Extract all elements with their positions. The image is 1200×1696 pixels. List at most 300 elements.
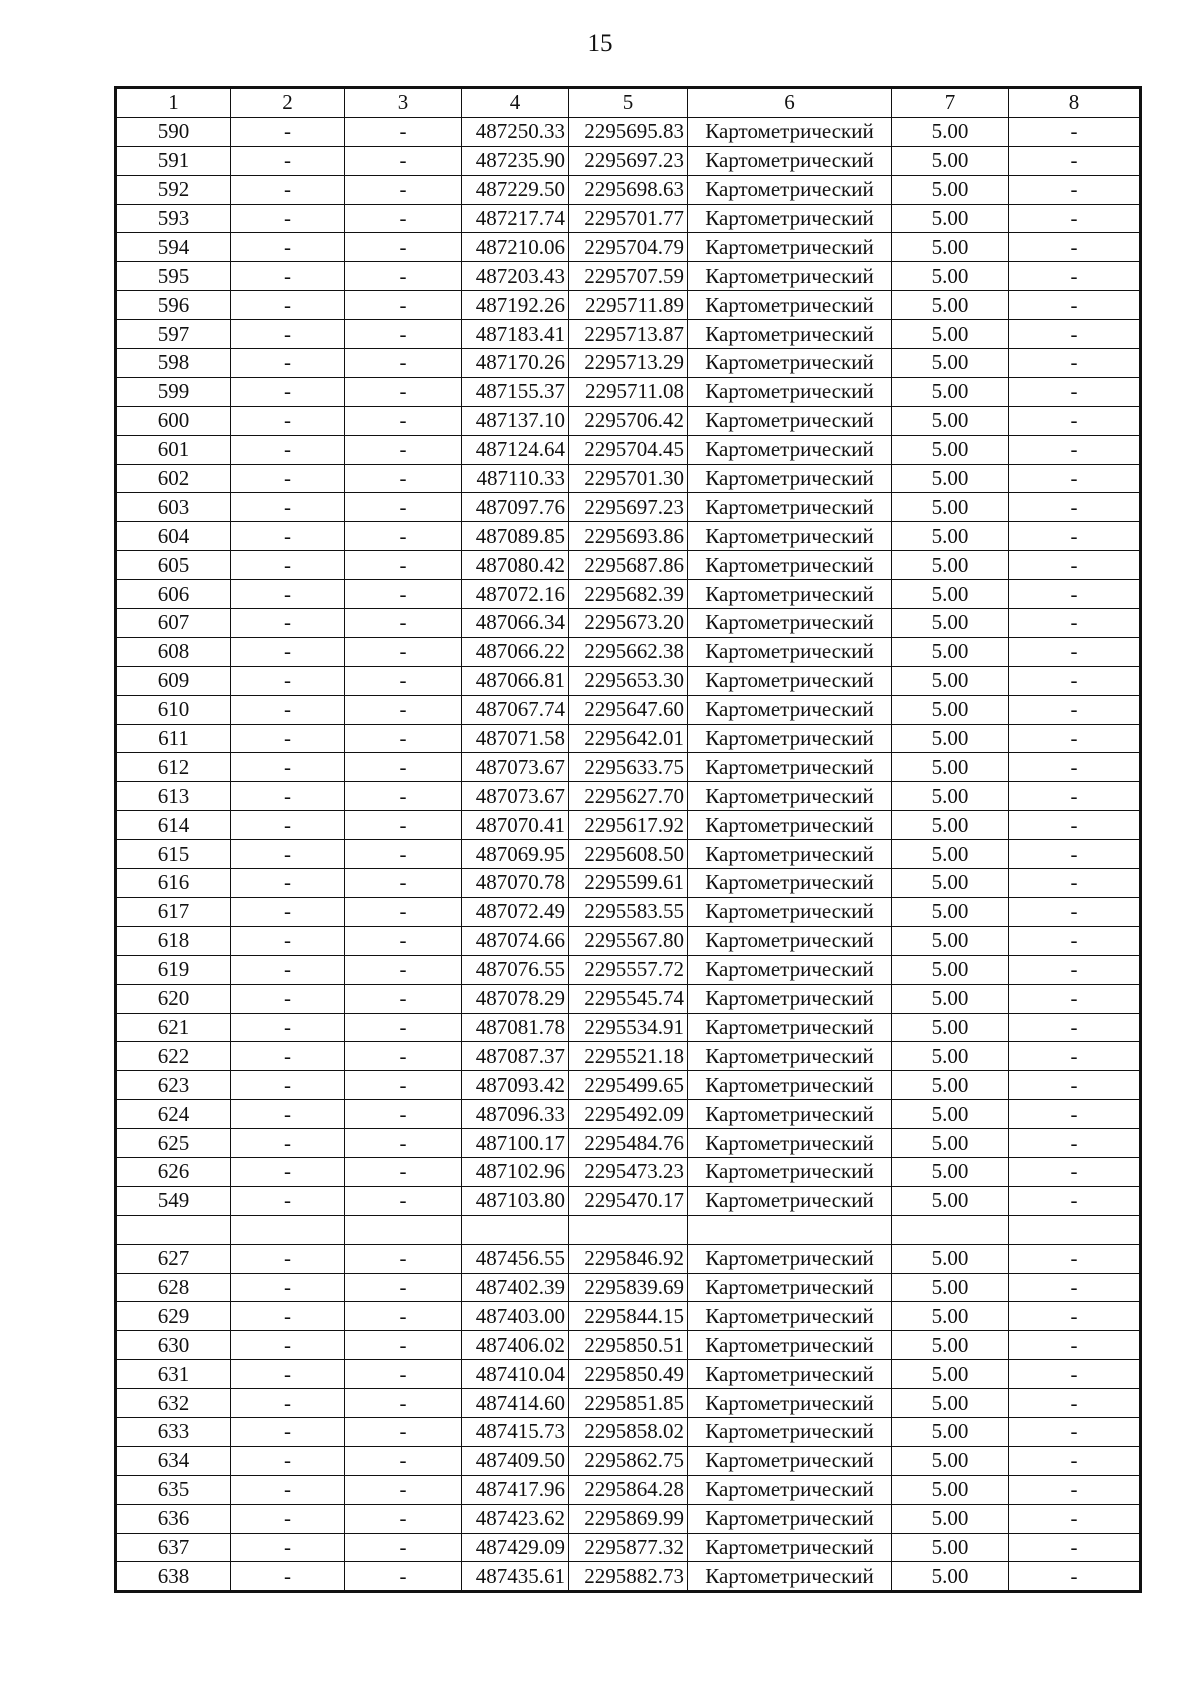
x-coordinate-cell: 487235.90 (462, 146, 569, 175)
x-coordinate-cell: 487403.00 (462, 1302, 569, 1331)
method-cell: Картометрический (688, 637, 892, 666)
table-row (116, 1475, 1141, 1504)
col3-cell: - (345, 233, 462, 262)
method-cell: Картометрический (688, 406, 892, 435)
col2-cell: - (231, 1331, 345, 1360)
table-row (116, 637, 1141, 666)
col2-cell: - (231, 811, 345, 840)
col2-cell: - (231, 869, 345, 898)
col3-cell: - (345, 262, 462, 291)
x-coordinate-cell: 487066.81 (462, 666, 569, 695)
table-row (116, 1360, 1141, 1389)
accuracy-cell: 5.00 (892, 753, 1009, 782)
accuracy-cell: 5.00 (892, 609, 1009, 638)
table-row (116, 1302, 1141, 1331)
col8-cell: - (1009, 1504, 1141, 1533)
column-header: 4 (462, 88, 569, 118)
y-coordinate-cell: 2295701.30 (569, 464, 688, 493)
accuracy-cell: 5.00 (892, 1562, 1009, 1592)
col8-cell: - (1009, 609, 1141, 638)
point-number-cell: 629 (116, 1302, 231, 1331)
method-cell: Картометрический (688, 204, 892, 233)
col8-cell (1009, 1215, 1141, 1244)
y-coordinate-cell: 2295521.18 (569, 1042, 688, 1071)
point-number-cell: 633 (116, 1417, 231, 1446)
col2-cell: - (231, 551, 345, 580)
table-row (116, 1100, 1141, 1129)
y-coordinate-cell: 2295673.20 (569, 609, 688, 638)
col3-cell: - (345, 869, 462, 898)
col3-cell: - (345, 1417, 462, 1446)
col3-cell: - (345, 1331, 462, 1360)
col3-cell: - (345, 1475, 462, 1504)
point-number-cell: 618 (116, 926, 231, 955)
col8-cell: - (1009, 233, 1141, 262)
x-coordinate-cell: 487074.66 (462, 926, 569, 955)
table-row (116, 406, 1141, 435)
method-cell: Картометрический (688, 753, 892, 782)
column-header: 3 (345, 88, 462, 118)
y-coordinate-cell: 2295647.60 (569, 695, 688, 724)
x-coordinate-cell: 487203.43 (462, 262, 569, 291)
x-coordinate-cell: 487072.16 (462, 580, 569, 609)
point-number-cell: 632 (116, 1389, 231, 1418)
table-row (116, 984, 1141, 1013)
method-cell: Картометрический (688, 262, 892, 291)
col2-cell: - (231, 435, 345, 464)
method-cell: Картометрический (688, 1562, 892, 1592)
point-number-cell: 617 (116, 897, 231, 926)
col2-cell: - (231, 1446, 345, 1475)
point-number-cell: 593 (116, 204, 231, 233)
table-row (116, 117, 1141, 146)
col8-cell: - (1009, 1417, 1141, 1446)
method-cell: Картометрический (688, 840, 892, 869)
point-number-cell: 624 (116, 1100, 231, 1129)
table-row (116, 580, 1141, 609)
point-number-cell: 612 (116, 753, 231, 782)
accuracy-cell: 5.00 (892, 377, 1009, 406)
accuracy-cell: 5.00 (892, 117, 1009, 146)
col8-cell: - (1009, 262, 1141, 291)
table-row (116, 869, 1141, 898)
table-row (116, 1504, 1141, 1533)
col2-cell: - (231, 1273, 345, 1302)
table-row (116, 464, 1141, 493)
y-coordinate-cell: 2295608.50 (569, 840, 688, 869)
point-number-cell: 606 (116, 580, 231, 609)
x-coordinate-cell: 487072.49 (462, 897, 569, 926)
table-row (116, 926, 1141, 955)
col3-cell: - (345, 580, 462, 609)
col8-cell: - (1009, 1302, 1141, 1331)
y-coordinate-cell: 2295697.23 (569, 146, 688, 175)
col8-cell: - (1009, 1360, 1141, 1389)
point-number-cell: 613 (116, 782, 231, 811)
accuracy-cell: 5.00 (892, 1360, 1009, 1389)
col2-cell: - (231, 926, 345, 955)
page-number: 15 (587, 30, 613, 57)
x-coordinate-cell: 487080.42 (462, 551, 569, 580)
col8-cell: - (1009, 753, 1141, 782)
x-coordinate-cell: 487124.64 (462, 435, 569, 464)
col2-cell: - (231, 1417, 345, 1446)
col3-cell: - (345, 464, 462, 493)
x-coordinate-cell: 487402.39 (462, 1273, 569, 1302)
x-coordinate-cell: 487071.58 (462, 724, 569, 753)
col3-cell: - (345, 1186, 462, 1215)
x-coordinate-cell: 487110.33 (462, 464, 569, 493)
table-row (116, 1071, 1141, 1100)
col8-cell: - (1009, 1389, 1141, 1418)
point-number-cell: 614 (116, 811, 231, 840)
y-coordinate-cell: 2295695.83 (569, 117, 688, 146)
table-row (116, 1042, 1141, 1071)
y-coordinate-cell: 2295701.77 (569, 204, 688, 233)
col8-cell: - (1009, 1533, 1141, 1562)
point-number-cell: 604 (116, 522, 231, 551)
col3-cell: - (345, 551, 462, 580)
y-coordinate-cell: 2295713.29 (569, 349, 688, 378)
method-cell: Картометрический (688, 435, 892, 464)
accuracy-cell: 5.00 (892, 1504, 1009, 1533)
point-number-cell: 592 (116, 175, 231, 204)
table-header-row (116, 88, 1141, 118)
x-coordinate-cell: 487456.55 (462, 1244, 569, 1273)
col2-cell: - (231, 493, 345, 522)
table-row (116, 1157, 1141, 1186)
col3-cell: - (345, 1446, 462, 1475)
col8-cell: - (1009, 984, 1141, 1013)
col8-cell: - (1009, 782, 1141, 811)
x-coordinate-cell: 487081.78 (462, 1013, 569, 1042)
x-coordinate-cell: 487066.22 (462, 637, 569, 666)
col2-cell: - (231, 580, 345, 609)
y-coordinate-cell: 2295662.38 (569, 637, 688, 666)
col2-cell: - (231, 840, 345, 869)
x-coordinate-cell: 487073.67 (462, 753, 569, 782)
y-coordinate-cell: 2295882.73 (569, 1562, 688, 1592)
point-number-cell: 607 (116, 609, 231, 638)
method-cell: Картометрический (688, 320, 892, 349)
accuracy-cell: 5.00 (892, 637, 1009, 666)
y-coordinate-cell: 2295470.17 (569, 1186, 688, 1215)
table-row (116, 1273, 1141, 1302)
col2-cell: - (231, 1360, 345, 1389)
method-cell: Картометрический (688, 464, 892, 493)
accuracy-cell: 5.00 (892, 1157, 1009, 1186)
point-number-cell: 598 (116, 349, 231, 378)
method-cell (688, 1215, 892, 1244)
point-number-cell: 623 (116, 1071, 231, 1100)
method-cell: Картометрический (688, 1129, 892, 1158)
col2-cell: - (231, 349, 345, 378)
point-number-cell: 626 (116, 1157, 231, 1186)
col2-cell: - (231, 1042, 345, 1071)
x-coordinate-cell: 487414.60 (462, 1389, 569, 1418)
method-cell: Картометрический (688, 233, 892, 262)
accuracy-cell: 5.00 (892, 1244, 1009, 1273)
table-row (116, 435, 1141, 464)
col3-cell: - (345, 349, 462, 378)
y-coordinate-cell: 2295697.23 (569, 493, 688, 522)
x-coordinate-cell: 487067.74 (462, 695, 569, 724)
col8-cell: - (1009, 551, 1141, 580)
accuracy-cell: 5.00 (892, 291, 1009, 320)
col3-cell: - (345, 811, 462, 840)
point-number-cell: 636 (116, 1504, 231, 1533)
accuracy-cell: 5.00 (892, 926, 1009, 955)
y-coordinate-cell: 2295877.32 (569, 1533, 688, 1562)
col2-cell: - (231, 1389, 345, 1418)
table-row (116, 1129, 1141, 1158)
method-cell: Картометрический (688, 1302, 892, 1331)
method-cell: Картометрический (688, 1389, 892, 1418)
point-number-cell: 595 (116, 262, 231, 291)
col2-cell: - (231, 262, 345, 291)
accuracy-cell: 5.00 (892, 1533, 1009, 1562)
col2-cell: - (231, 1562, 345, 1592)
table-row (116, 349, 1141, 378)
table-row (116, 1215, 1141, 1244)
x-coordinate-cell: 487066.34 (462, 609, 569, 638)
col8-cell: - (1009, 666, 1141, 695)
y-coordinate-cell: 2295642.01 (569, 724, 688, 753)
accuracy-cell: 5.00 (892, 1331, 1009, 1360)
col3-cell: - (345, 695, 462, 724)
y-coordinate-cell: 2295633.75 (569, 753, 688, 782)
col8-cell: - (1009, 840, 1141, 869)
x-coordinate-cell: 487089.85 (462, 522, 569, 551)
y-coordinate-cell: 2295617.92 (569, 811, 688, 840)
table-row (116, 262, 1141, 291)
y-coordinate-cell: 2295687.86 (569, 551, 688, 580)
method-cell: Картометрический (688, 1504, 892, 1533)
y-coordinate-cell: 2295627.70 (569, 782, 688, 811)
col3-cell: - (345, 1360, 462, 1389)
x-coordinate-cell: 487070.41 (462, 811, 569, 840)
point-number-cell: 625 (116, 1129, 231, 1158)
column-header: 6 (688, 88, 892, 118)
col8-cell: - (1009, 869, 1141, 898)
column-header: 2 (231, 88, 345, 118)
accuracy-cell: 5.00 (892, 320, 1009, 349)
col2-cell: - (231, 1504, 345, 1533)
col2-cell: - (231, 320, 345, 349)
col2-cell: - (231, 1071, 345, 1100)
point-number-cell: 594 (116, 233, 231, 262)
y-coordinate-cell: 2295706.42 (569, 406, 688, 435)
y-coordinate-cell: 2295839.69 (569, 1273, 688, 1302)
col3-cell: - (345, 175, 462, 204)
col8-cell: - (1009, 1100, 1141, 1129)
col2-cell: - (231, 666, 345, 695)
y-coordinate-cell: 2295599.61 (569, 869, 688, 898)
col3-cell: - (345, 1042, 462, 1071)
point-number-cell: 597 (116, 320, 231, 349)
method-cell: Картометрический (688, 1042, 892, 1071)
col3-cell: - (345, 117, 462, 146)
col8-cell: - (1009, 1042, 1141, 1071)
y-coordinate-cell (569, 1215, 688, 1244)
y-coordinate-cell: 2295583.55 (569, 897, 688, 926)
method-cell: Картометрический (688, 1360, 892, 1389)
accuracy-cell: 5.00 (892, 724, 1009, 753)
col8-cell: - (1009, 291, 1141, 320)
x-coordinate-cell: 487217.74 (462, 204, 569, 233)
point-number-cell: 627 (116, 1244, 231, 1273)
col2-cell: - (231, 695, 345, 724)
accuracy-cell: 5.00 (892, 1100, 1009, 1129)
accuracy-cell: 5.00 (892, 175, 1009, 204)
col3-cell: - (345, 1244, 462, 1273)
y-coordinate-cell: 2295484.76 (569, 1129, 688, 1158)
col3-cell: - (345, 1100, 462, 1129)
col3-cell: - (345, 609, 462, 638)
accuracy-cell: 5.00 (892, 1389, 1009, 1418)
col8-cell: - (1009, 897, 1141, 926)
accuracy-cell: 5.00 (892, 1129, 1009, 1158)
x-coordinate-cell: 487429.09 (462, 1533, 569, 1562)
col2-cell: - (231, 782, 345, 811)
point-number-cell: 600 (116, 406, 231, 435)
point-number-cell: 637 (116, 1533, 231, 1562)
col2-cell: - (231, 609, 345, 638)
col8-cell: - (1009, 377, 1141, 406)
col2-cell: - (231, 897, 345, 926)
y-coordinate-cell: 2295864.28 (569, 1475, 688, 1504)
point-number-cell: 615 (116, 840, 231, 869)
col8-cell: - (1009, 1273, 1141, 1302)
y-coordinate-cell: 2295545.74 (569, 984, 688, 1013)
y-coordinate-cell: 2295704.79 (569, 233, 688, 262)
table-row (116, 551, 1141, 580)
col2-cell: - (231, 146, 345, 175)
col8-cell: - (1009, 349, 1141, 378)
accuracy-cell: 5.00 (892, 1013, 1009, 1042)
method-cell: Картометрический (688, 291, 892, 320)
col8-cell: - (1009, 1071, 1141, 1100)
col8-cell: - (1009, 117, 1141, 146)
y-coordinate-cell: 2295711.89 (569, 291, 688, 320)
column-header: 8 (1009, 88, 1141, 118)
point-number-cell: 596 (116, 291, 231, 320)
x-coordinate-cell: 487102.96 (462, 1157, 569, 1186)
x-coordinate-cell (462, 1215, 569, 1244)
col3-cell: - (345, 1389, 462, 1418)
table-row (116, 291, 1141, 320)
column-header: 7 (892, 88, 1009, 118)
x-coordinate-cell: 487137.10 (462, 406, 569, 435)
col2-cell: - (231, 1302, 345, 1331)
table-row (116, 609, 1141, 638)
y-coordinate-cell: 2295557.72 (569, 955, 688, 984)
accuracy-cell: 5.00 (892, 522, 1009, 551)
table-row (116, 1562, 1141, 1592)
method-cell: Картометрический (688, 580, 892, 609)
method-cell: Картометрический (688, 1331, 892, 1360)
x-coordinate-cell: 487097.76 (462, 493, 569, 522)
point-number-cell: 619 (116, 955, 231, 984)
x-coordinate-cell: 487073.67 (462, 782, 569, 811)
col2-cell: - (231, 724, 345, 753)
col8-cell: - (1009, 811, 1141, 840)
accuracy-cell: 5.00 (892, 782, 1009, 811)
x-coordinate-cell: 487183.41 (462, 320, 569, 349)
y-coordinate-cell: 2295846.92 (569, 1244, 688, 1273)
accuracy-cell: 5.00 (892, 1475, 1009, 1504)
method-cell: Картометрический (688, 493, 892, 522)
table-row (116, 1013, 1141, 1042)
accuracy-cell: 5.00 (892, 204, 1009, 233)
table-row (116, 1533, 1141, 1562)
table-row (116, 782, 1141, 811)
point-number-cell: 621 (116, 1013, 231, 1042)
y-coordinate-cell: 2295858.02 (569, 1417, 688, 1446)
method-cell: Картометрический (688, 609, 892, 638)
accuracy-cell: 5.00 (892, 349, 1009, 378)
point-number-cell: 616 (116, 869, 231, 898)
col3-cell: - (345, 377, 462, 406)
col2-cell: - (231, 984, 345, 1013)
method-cell: Картометрический (688, 1013, 892, 1042)
col2-cell: - (231, 1013, 345, 1042)
accuracy-cell: 5.00 (892, 1186, 1009, 1215)
col2-cell: - (231, 406, 345, 435)
col3-cell: - (345, 1273, 462, 1302)
col8-cell: - (1009, 1129, 1141, 1158)
col2-cell: - (231, 1157, 345, 1186)
y-coordinate-cell: 2295567.80 (569, 926, 688, 955)
col2-cell: - (231, 637, 345, 666)
method-cell: Картометрический (688, 175, 892, 204)
col8-cell: - (1009, 926, 1141, 955)
method-cell: Картометрический (688, 1186, 892, 1215)
point-number-cell: 631 (116, 1360, 231, 1389)
x-coordinate-cell: 487076.55 (462, 955, 569, 984)
point-number-cell: 622 (116, 1042, 231, 1071)
y-coordinate-cell: 2295492.09 (569, 1100, 688, 1129)
y-coordinate-cell: 2295698.63 (569, 175, 688, 204)
table-row (116, 666, 1141, 695)
x-coordinate-cell: 487100.17 (462, 1129, 569, 1158)
x-coordinate-cell: 487423.62 (462, 1504, 569, 1533)
col8-cell: - (1009, 406, 1141, 435)
method-cell: Картометрический (688, 1475, 892, 1504)
col2-cell: - (231, 1244, 345, 1273)
col2-cell: - (231, 233, 345, 262)
table-row (116, 522, 1141, 551)
col8-cell: - (1009, 522, 1141, 551)
col8-cell: - (1009, 1013, 1141, 1042)
col3-cell: - (345, 435, 462, 464)
col8-cell: - (1009, 1186, 1141, 1215)
y-coordinate-cell: 2295693.86 (569, 522, 688, 551)
method-cell: Картометрический (688, 666, 892, 695)
y-coordinate-cell: 2295704.45 (569, 435, 688, 464)
col3-cell: - (345, 984, 462, 1013)
method-cell: Картометрический (688, 117, 892, 146)
table-row (116, 811, 1141, 840)
col3-cell: - (345, 146, 462, 175)
point-number-cell: 590 (116, 117, 231, 146)
point-number-cell: 620 (116, 984, 231, 1013)
table-row (116, 1446, 1141, 1475)
table-row (116, 840, 1141, 869)
method-cell: Картометрический (688, 695, 892, 724)
method-cell: Картометрический (688, 724, 892, 753)
column-header: 5 (569, 88, 688, 118)
